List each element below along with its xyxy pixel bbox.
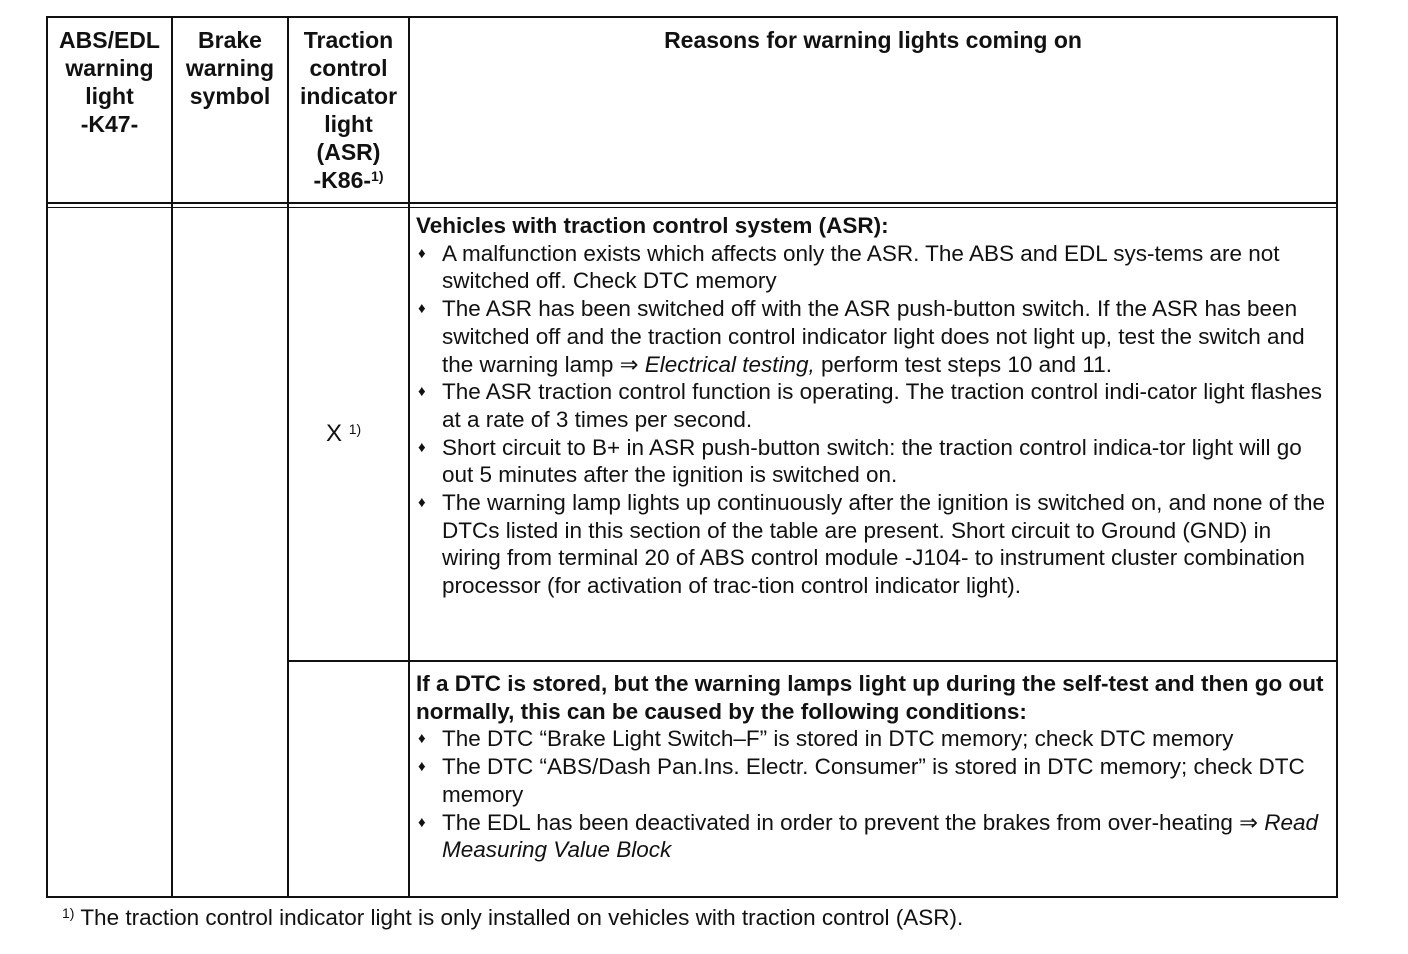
dtc-bullet-list — [416, 725, 1334, 864]
list-item: ♦ The DTC “Brake Light Switch–F” is stored in DTC memory; check DTC memory — [416, 725, 1334, 753]
header-brake: Brake warning symbol — [185, 27, 275, 109]
list-item: ♦ The DTC “ABS/Dash Pan.Ins. Electr. Consumer” is stored in DTC memory; check DTC memory — [416, 753, 1334, 808]
header-divider — [48, 202, 1336, 204]
footnote-marker: 1) — [62, 905, 75, 921]
list-item: ♦ The warning lamp lights up continuously after the ignition is switched on, and none of the DTCs listed in this section of the table are present. Short circuit to Ground (GND) in wiring from terminal 20 of ABS control module -J104- to instrument cluster combination processor (for activation of trac-tion control indicator light). — [416, 489, 1334, 600]
traction-indicator-mark: X $^{1)}$ — [326, 420, 362, 447]
header-traction: Traction control indicator light (ASR) -K86-$^{1)}$ — [299, 27, 398, 193]
asr-bullet-list — [416, 240, 1334, 600]
warning-light-table — [46, 16, 1338, 898]
list-item: ♦ The EDL has been deactivated in order to prevent the brakes from over-heating ⇒ Read Measuring Value Block — [416, 809, 1334, 864]
reasons-cell-asr — [416, 212, 1334, 600]
column-divider — [171, 18, 173, 896]
header-divider — [48, 207, 1336, 208]
reasons-cell-dtc — [416, 670, 1334, 864]
header-reasons: Reasons for warning lights coming on — [664, 27, 1082, 53]
column-divider — [408, 18, 410, 896]
list-item: ♦ The ASR traction control function is operating. The traction control indi-cator light flashes at a rate of 3 times per second. — [416, 378, 1334, 433]
footnote-marker: 1) — [371, 168, 384, 184]
footnote — [62, 905, 963, 931]
asr-section-heading: Vehicles with traction control system (ASR): — [416, 213, 889, 238]
row-divider — [287, 660, 1336, 662]
list-item: ♦ The ASR has been switched off with the ASR push-button switch. If the ASR has been switched off and the traction control indicator light does not light up, test the switch and the warning lamp ⇒ Electrical testing, perform test steps 10 and 11. — [416, 295, 1334, 378]
dtc-section-heading: If a DTC is stored, but the warning lamps light up during the self-test and then go out normally, this can be caused by the following conditions: — [416, 671, 1324, 724]
list-item: ♦ A malfunction exists which affects only the ASR. The ABS and EDL sys-tems are not switched off. Check DTC memory — [416, 240, 1334, 295]
list-item: ♦ Short circuit to B+ in ASR push-button switch: the traction control indica-tor light will go out 5 minutes after the ignition is switched on. — [416, 434, 1334, 489]
header-abs-edl: ABS/EDL warning light -K47- — [59, 27, 160, 137]
footnote-text: The traction control indicator light is only installed on vehicles with traction control (ASR). — [80, 905, 964, 930]
